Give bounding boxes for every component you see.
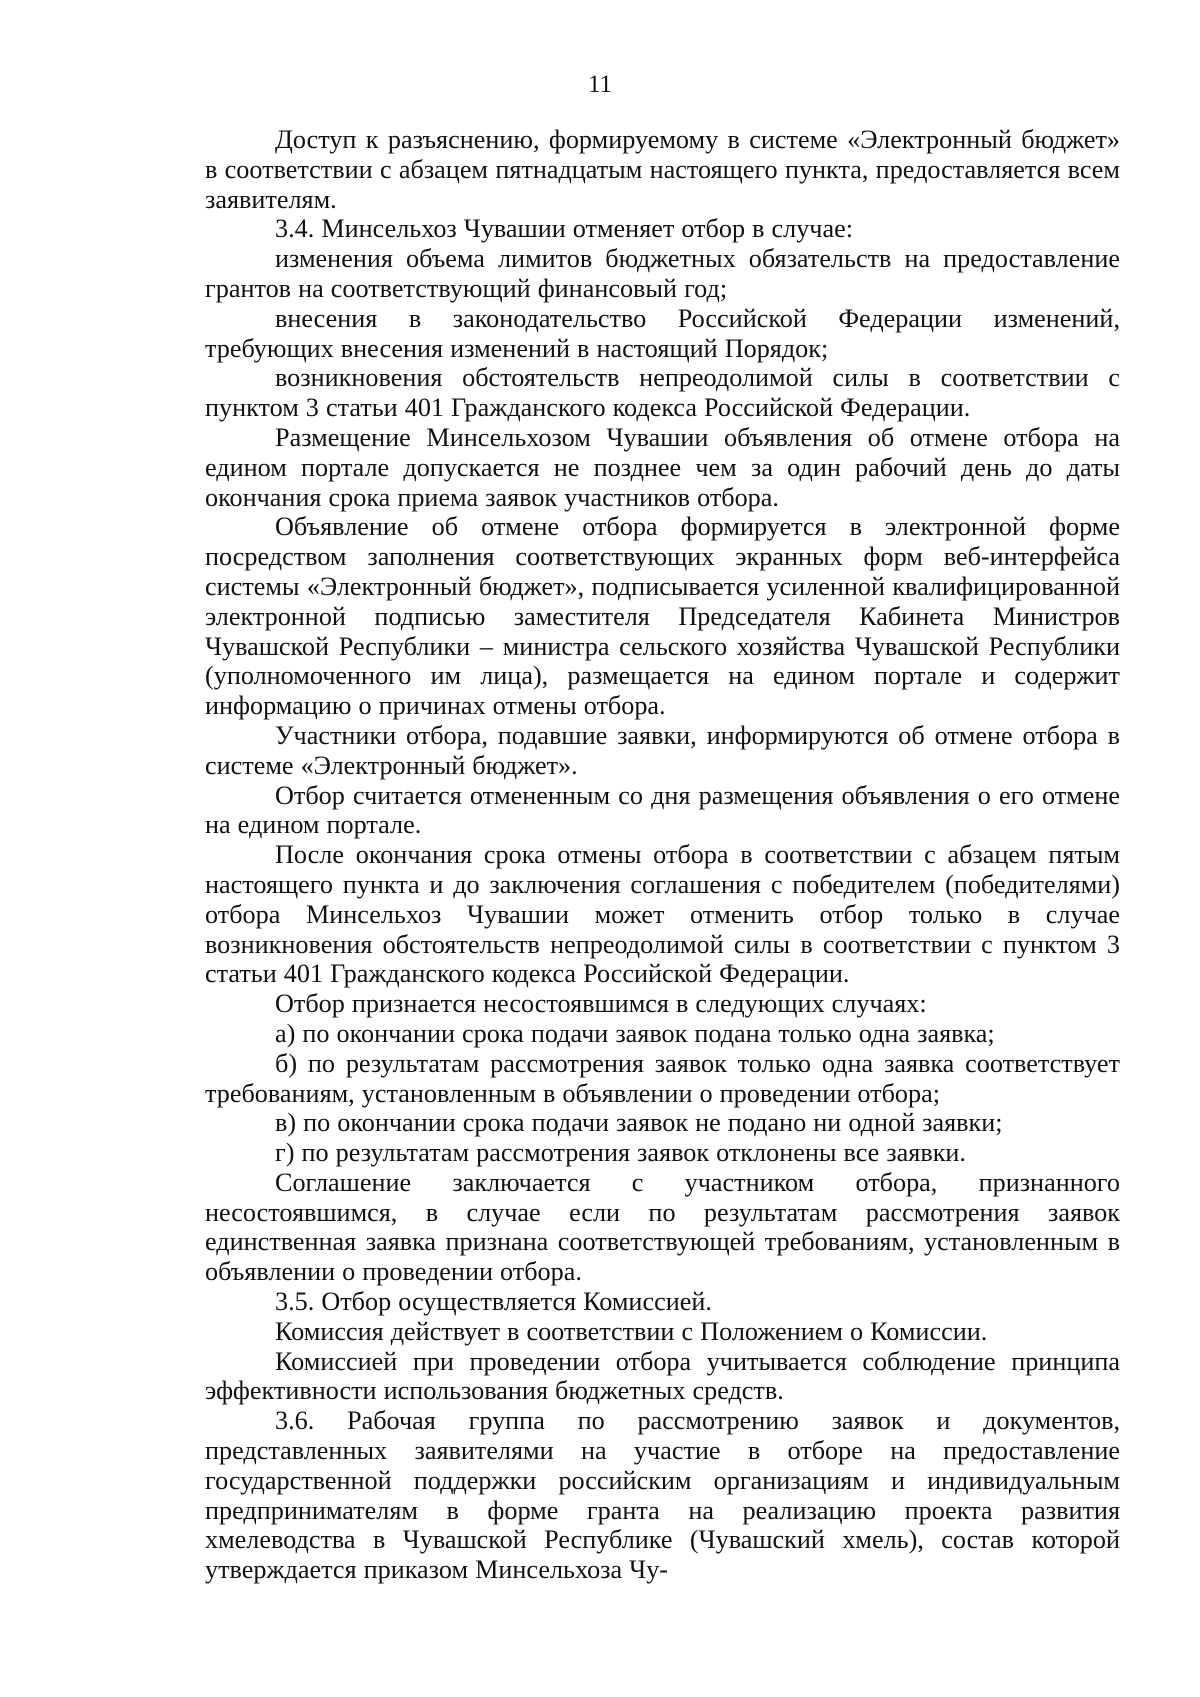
- list-item-v: в) по окончании срока подачи заявок не подано ни одной заявки;: [275, 1108, 1003, 1138]
- paragraph-cancellation-effective: Отбор считается отмененным со дня размещения объявления о его отмене на едином портале.: [205, 780, 1120, 840]
- paragraph-participants-informed: Участники отбора, подавшие заявки, информируются об отмене отбора в системе «Электронный бюджет».: [205, 720, 1120, 780]
- paragraph-cancellation-posting: Размещение Минсельхозом Чувашии объявления об отмене отбора на едином портале допускается не позднее чем за один рабочий день до даты окончания срока приема заявок участников отбора.: [205, 422, 1120, 512]
- paragraph-access-clarification: Доступ к разъяснению, формируемому в системе «Электронный бюджет» в соответствии с абзацем пятнадцатым настоящего пункта, предоставляется всем заявителям.: [205, 125, 1120, 214]
- list-item-a: а) по окончании срока подачи заявок подана только одна заявка;: [275, 1018, 995, 1048]
- paragraph-3-6-working-group: 3.6. Рабочая группа по рассмотрению заявок и документов, представленных заявителями на участие в отборе на предоставление государственной поддержки российским организациям и индивидуальным предпринимателям в форме гранта на реализацию проекта развития хмелеводства в Чувашской Республике (Чувашский хмель), состав которой утверждается приказом Минсельхоза Чу-: [205, 1406, 1120, 1585]
- page-number: 11: [587, 71, 613, 98]
- list-item-g: г) по результатам рассмотрения заявок отклонены все заявки.: [275, 1138, 966, 1168]
- paragraph-cancellation-notice: Объявление об отмене отбора формируется в электронной форме посредством заполнения соответствующих экранных форм веб-интерфейса системы «Электронный бюджет», подписывается усиленной квалифицированной электронной подписью заместителя Председателя Кабинета Министров Чувашской Республики – министра сельского хозяйства Чувашской Республики (уполномоченного им лица), размещается на едином портале и содержит информацию о причинах отмены отбора.: [205, 512, 1120, 721]
- paragraph-force-majeure: возникновения обстоятельств непреодолимой силы в соответствии с пунктом 3 статьи 401 Гражданского кодекса Российской Федерации.: [205, 363, 1120, 423]
- paragraph-limits-change: изменения объема лимитов бюджетных обязательств на предоставление грантов на соответствующий финансовый год;: [205, 244, 1120, 303]
- paragraph-agreement: Соглашение заключается с участником отбора, признанного несостоявшимся, в случае если по результатам рассмотрения заявок единственная заявка признана соответствующей требованиям, установленным в объявлении о проведении отбора.: [205, 1167, 1120, 1287]
- paragraph-budget-efficiency: Комиссией при проведении отбора учитывается соблюдение принципа эффективности использования бюджетных средств.: [205, 1346, 1120, 1406]
- list-item-b: б) по результатам рассмотрения заявок только одна заявка соответствует требованиям, установленным в объявлении о проведении отбора;: [205, 1048, 1120, 1108]
- document-body: [205, 125, 1120, 1585]
- paragraph-failed-selection-cases: Отбор признается несостоявшимся в следующих случаях:: [275, 989, 927, 1019]
- paragraph-commission-regulation: Комиссия действует в соответствии с Положением о Комиссии.: [275, 1316, 988, 1346]
- paragraph-after-deadline: После окончания срока отмены отбора в соответствии с абзацем пятым настоящего пункта и до заключения соглашения с победителем (победителями) отбора Минсельхоз Чувашии может отменить отбор только в случае возникновения обстоятельств непреодолимой силы в соответствии с пунктом 3 статьи 401 Гражданского кодекса Российской Федерации.: [205, 840, 1120, 989]
- paragraph-3-5-commission: 3.5. Отбор осуществляется Комиссией.: [275, 1287, 712, 1317]
- paragraph-3-4-heading: 3.4. Минсельхоз Чувашии отменяет отбор в случае:: [275, 214, 853, 244]
- paragraph-legislation-change: внесения в законодательство Российской Федерации изменений, требующих внесения изменений в настоящий Порядок;: [205, 303, 1120, 363]
